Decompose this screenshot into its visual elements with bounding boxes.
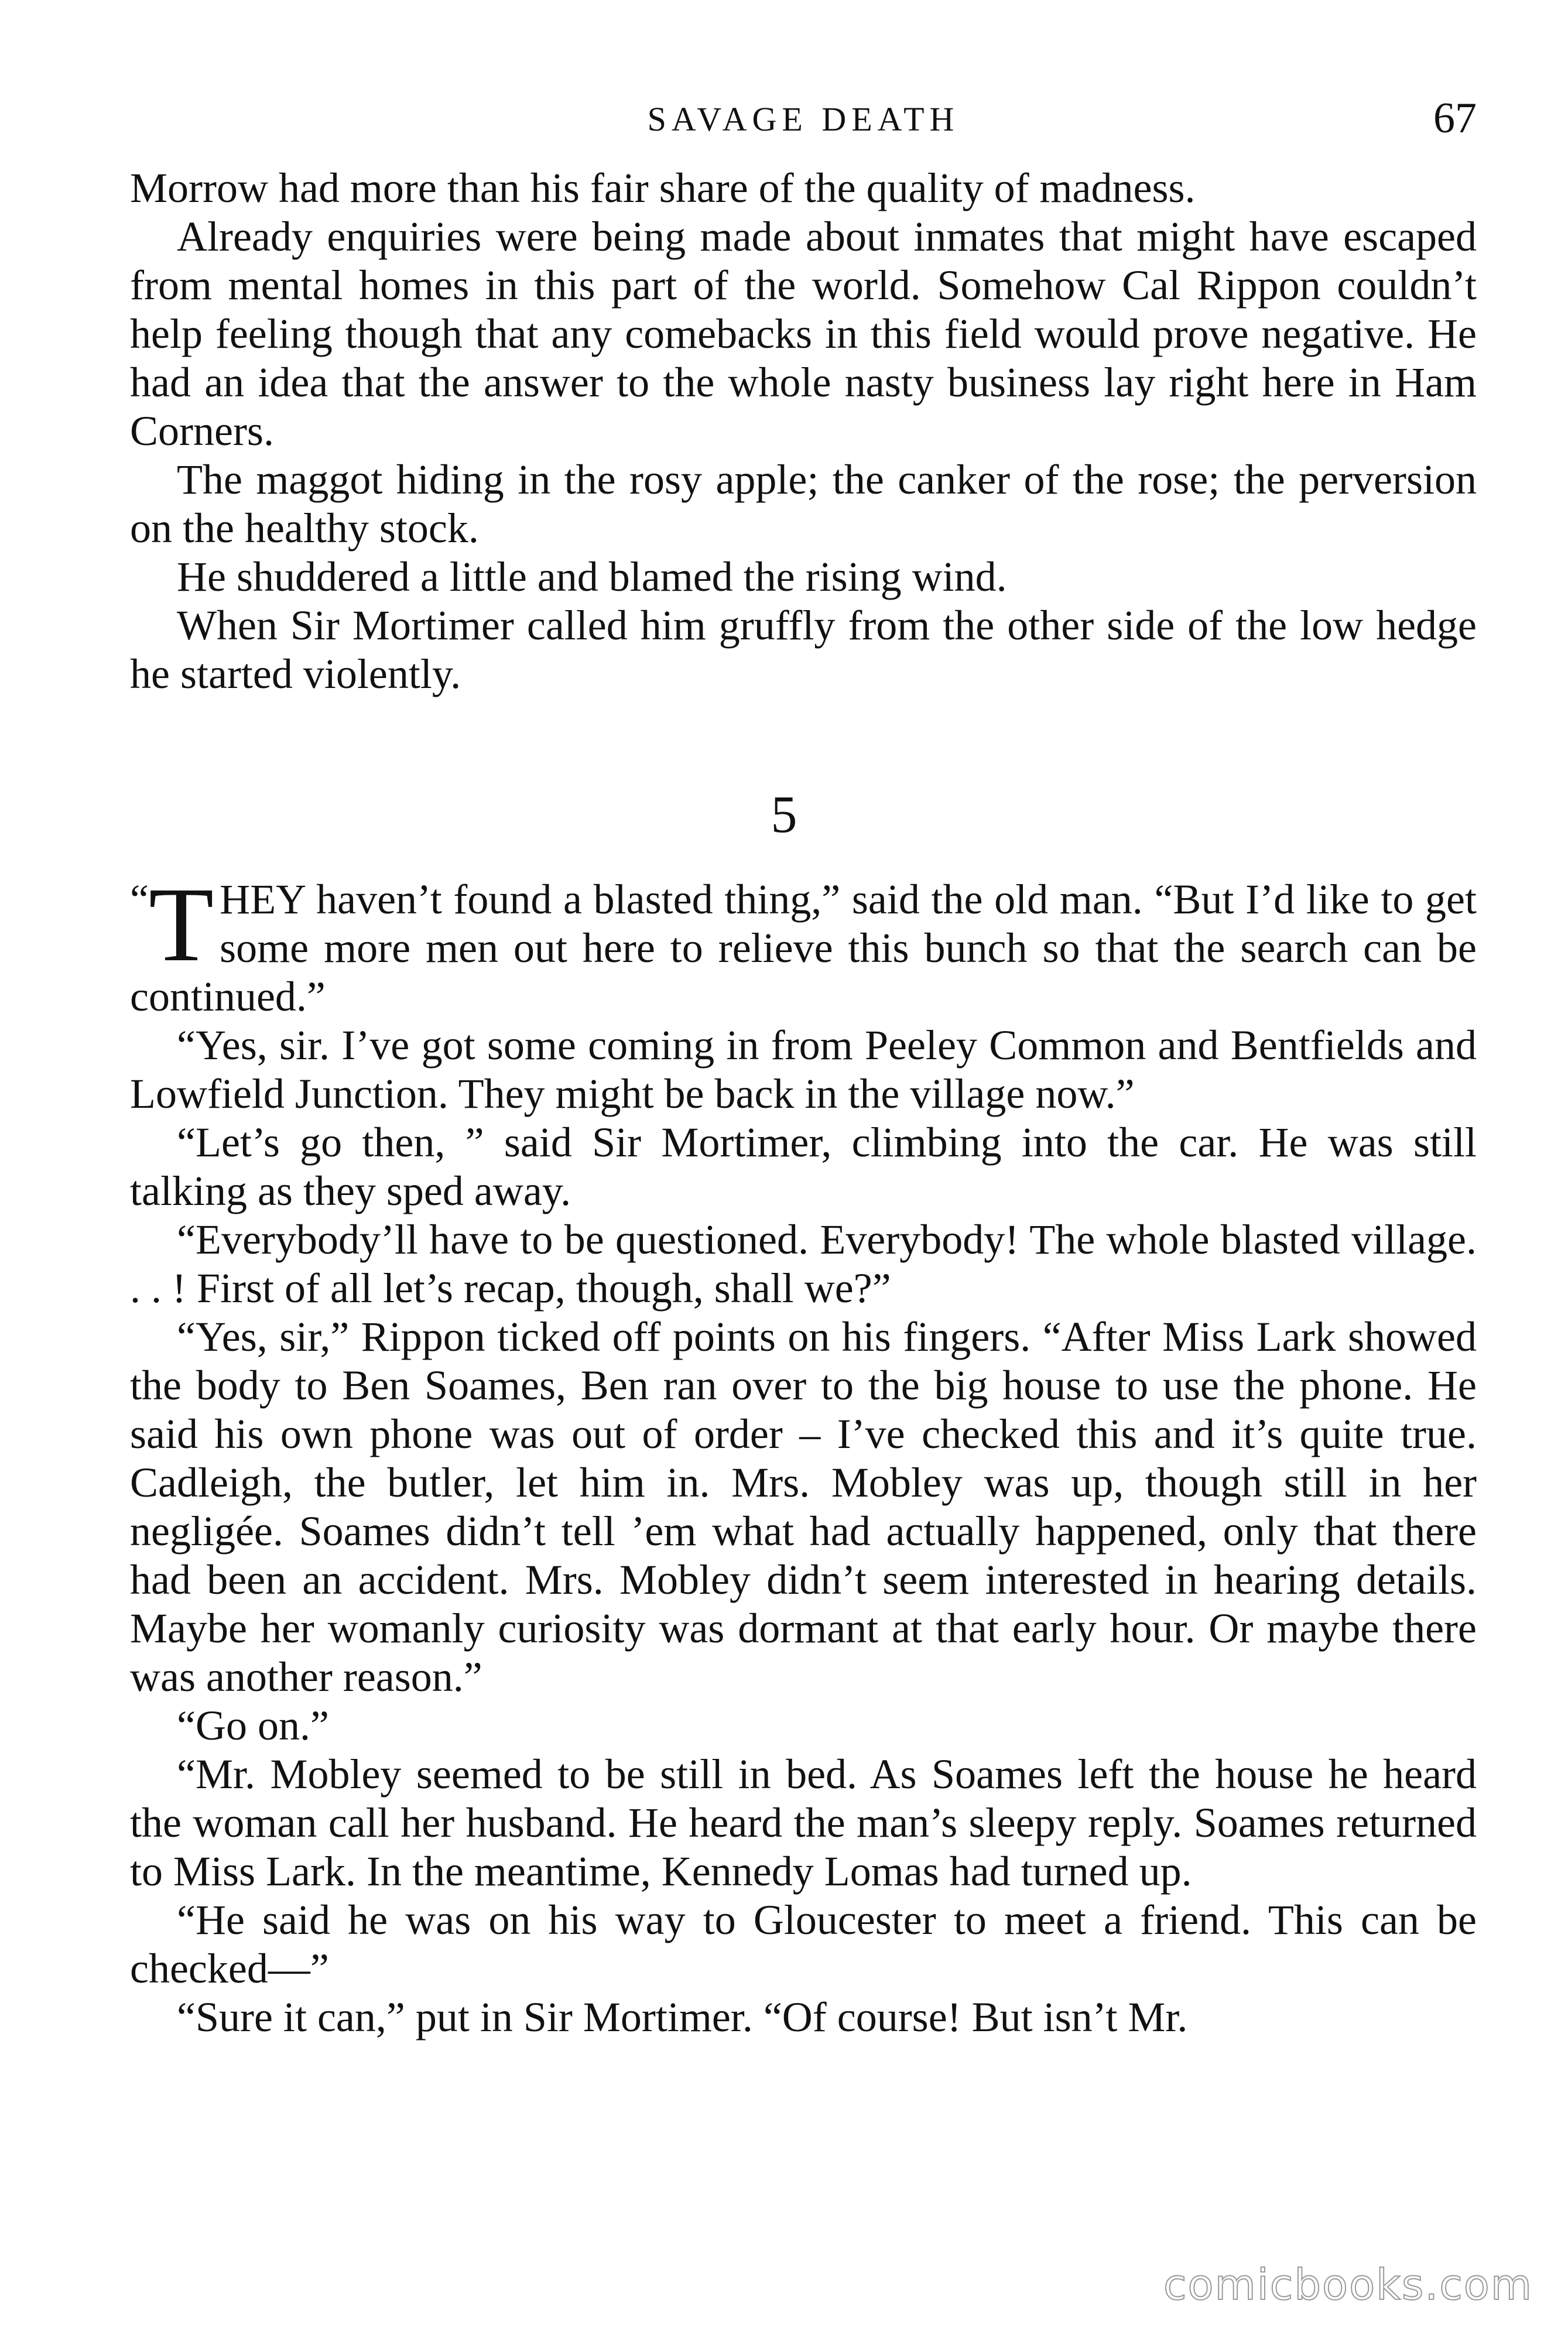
paragraph: “He said he was on his way to Gloucester to meet a friend. This can be checked—” <box>130 1896 1477 1992</box>
text-after-chapter-break <box>130 866 1477 2042</box>
chapter-opening-paragraph <box>130 866 1477 1021</box>
paragraph: “Yes, sir,” Rippon ticked off points on his fingers. “After Miss Lark showed the body to Ben Soames, Ben ran over to the big house to use the phone. He said his own phone was out of order – I’ve checked this and it’s quite true. Cadleigh, the butler, let him in. Mrs. Mobley was up, though still in her negligée. Soames didn’t tell ’em what had actually happened, only that there had been an accident. Mrs. Mobley didn’t seem interested in hearing details. Maybe her womanly curiosity was dormant at that early hour. Or maybe there was another reason.” <box>130 1313 1477 1700</box>
paragraph: “Everybody’ll have to be questioned. Everybody! The whole blasted village. . . ! First of all let’s recap, though, shall we?” <box>130 1216 1477 1312</box>
paragraph: Morrow had more than his fair share of the quality of madness. <box>130 165 1196 211</box>
page-number: 67 <box>1433 94 1477 142</box>
opening-quote: “ <box>130 876 149 923</box>
opening-text: HEY haven’t found a blasted thing,” said the old man. “But I’d like to get some more men out here to relieve this bunch so that the search can be continued.” <box>130 876 1477 1020</box>
paragraph: “Let’s go then, ” said Sir Mortimer, climbing into the car. He was still talking as they sped away. <box>130 1119 1477 1214</box>
running-head <box>130 94 1477 152</box>
running-title: SAVAGE DEATH <box>647 100 960 138</box>
paragraph: “Yes, sir. I’ve got some coming in from Peeley Common and Bentfields and Lowfield Junction. They might be back in the village now.” <box>130 1022 1477 1117</box>
paragraph: “Mr. Mobley seemed to be still in bed. As Soames left the house he heard the woman call her husband. He heard the man’s sleepy reply. Soames returned to Miss Lark. In the meantime, Kennedy Lomas had turned up. <box>130 1751 1477 1895</box>
text-before-chapter-break <box>130 164 1477 699</box>
paragraph: When Sir Mortimer called him gruffly from the other side of the low hedge he started violently. <box>130 602 1477 697</box>
paragraph: The maggot hiding in the rosy apple; the canker of the rose; the perversion on the healthy stock. <box>130 456 1477 552</box>
paragraph: Already enquiries were being made about inmates that might have escaped from mental homes in this part of the world. Somehow Cal Rippon couldn’t help feeling though that any comebacks in this field would prove negative. He had an idea that the answer to the whole nasty business lay right here in Ham Corners. <box>130 213 1477 454</box>
watermark: comicbooks.com <box>1163 2260 1533 2309</box>
paragraph: “Sure it can,” put in Sir Mortimer. “Of course! But isn’t Mr. <box>177 1994 1188 2041</box>
paragraph: He shuddered a little and blamed the rising wind. <box>177 553 1007 600</box>
drop-cap: T <box>148 866 214 984</box>
chapter-number: 5 <box>771 786 797 844</box>
paragraph: “Go on.” <box>177 1702 329 1749</box>
